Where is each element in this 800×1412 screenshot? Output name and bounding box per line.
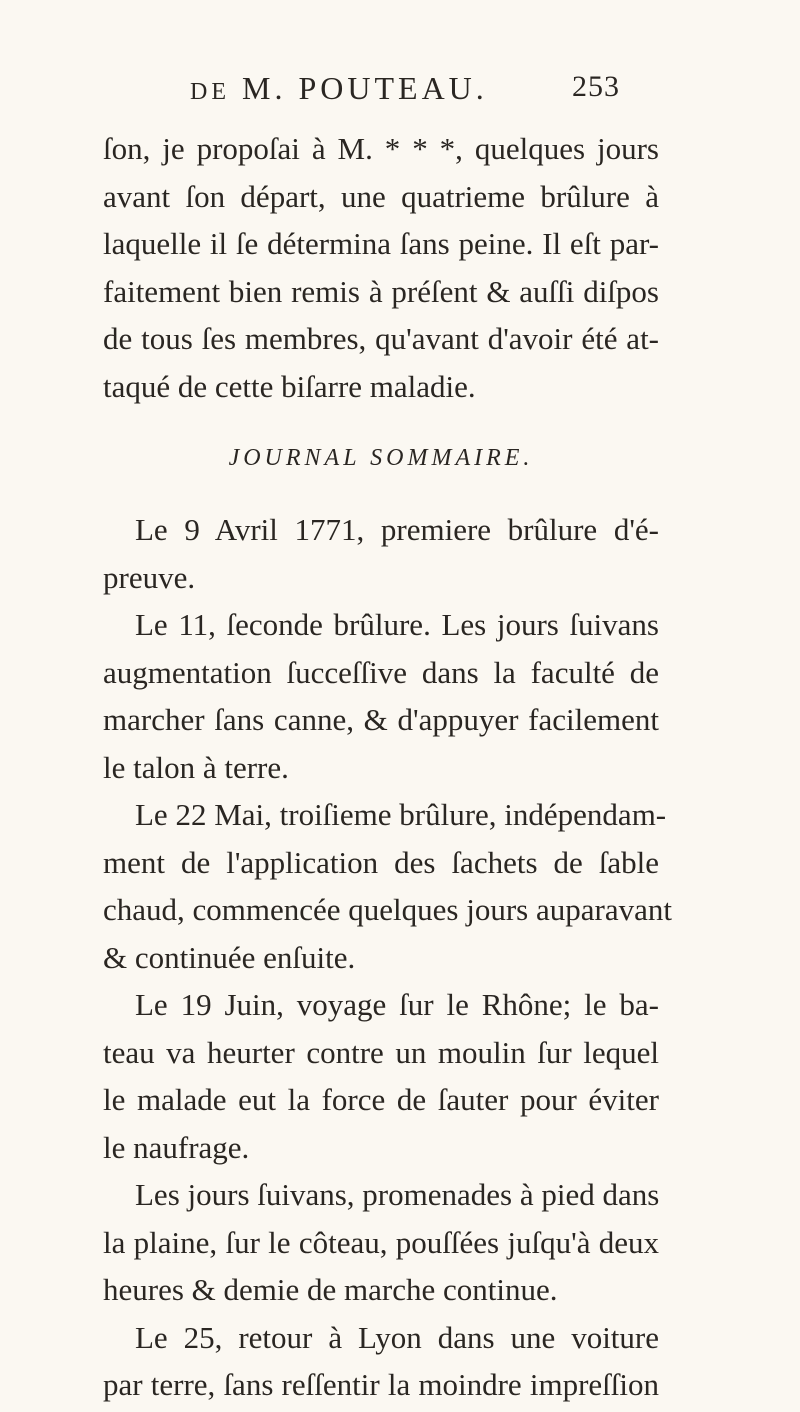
text-line: le naufrage. xyxy=(103,1129,250,1165)
text-line: par terre, ſans reſſentir la moindre impreſſion xyxy=(103,1367,659,1402)
journal-entry xyxy=(103,981,659,1171)
text-line: chaud, commencée quelques jours auparavant xyxy=(103,892,672,927)
text-line: Le 19 Juin, voyage ſur le Rhône; le ba- xyxy=(135,987,659,1022)
running-header xyxy=(0,70,800,118)
text-line: Les jours ſuivans, promenades à pied dans xyxy=(135,1177,660,1212)
text-line: ſon, je propoſai à M. * * *, quelques jours xyxy=(103,131,659,166)
text-line: preuve. xyxy=(103,559,196,595)
text-line: heures & demie de marche continue. xyxy=(103,1272,558,1307)
text-line: ment de l'application des ſachets de ſable xyxy=(103,844,659,880)
text-line: faitement bien remis à préſent & auſſi diſpos xyxy=(103,273,659,309)
text-line: taqué de cette biſarre maladie. xyxy=(103,368,476,404)
text-line: & continuée enſuite. xyxy=(103,939,356,975)
text-line: Le 22 Mai, troiſieme brûlure, indépendam- xyxy=(135,797,667,832)
journal-entry xyxy=(103,1171,659,1314)
text-line: Le 11, ſeconde brûlure. Les jours ſuivans xyxy=(135,607,659,642)
text-line: Le 9 Avril 1771, premiere brûlure d'é- xyxy=(135,512,659,547)
journal-entry xyxy=(103,1314,659,1409)
text-line: le malade eut la force de ſauter pour éviter xyxy=(103,1082,659,1117)
text-line: le talon à terre. xyxy=(103,749,289,785)
text-line: teau va heurter contre un moulin ſur lequel xyxy=(103,1034,659,1070)
text-line: augmentation ſucceſſive dans la faculté de xyxy=(103,654,659,690)
text-line: la plaine, ſur le côteau, pouſſées juſqu'à deux xyxy=(103,1224,659,1260)
section-title: JOURNAL SOMMAIRE. xyxy=(228,445,534,471)
text-line: laquelle il ſe détermina ſans peine. Il eſt par- xyxy=(103,226,659,261)
text-line: avant ſon départ, une quatrieme brûlure à xyxy=(103,178,659,214)
journal-entry xyxy=(103,601,659,791)
running-title-name: M. POUTEAU. xyxy=(242,70,488,106)
page-number: 253 xyxy=(572,70,620,103)
running-title-prefix: DE xyxy=(190,79,230,105)
text-line: de tous ſes membres, qu'avant d'avoir été at- xyxy=(103,321,659,356)
paragraph xyxy=(103,125,659,410)
journal-entry xyxy=(103,791,672,981)
body-text xyxy=(103,125,672,1409)
journal-entry xyxy=(103,506,659,601)
running-title xyxy=(190,70,488,107)
text-line: Le 25, retour à Lyon dans une voiture xyxy=(135,1319,659,1355)
text-line: marcher ſans canne, & d'appuyer facilement xyxy=(103,702,659,737)
